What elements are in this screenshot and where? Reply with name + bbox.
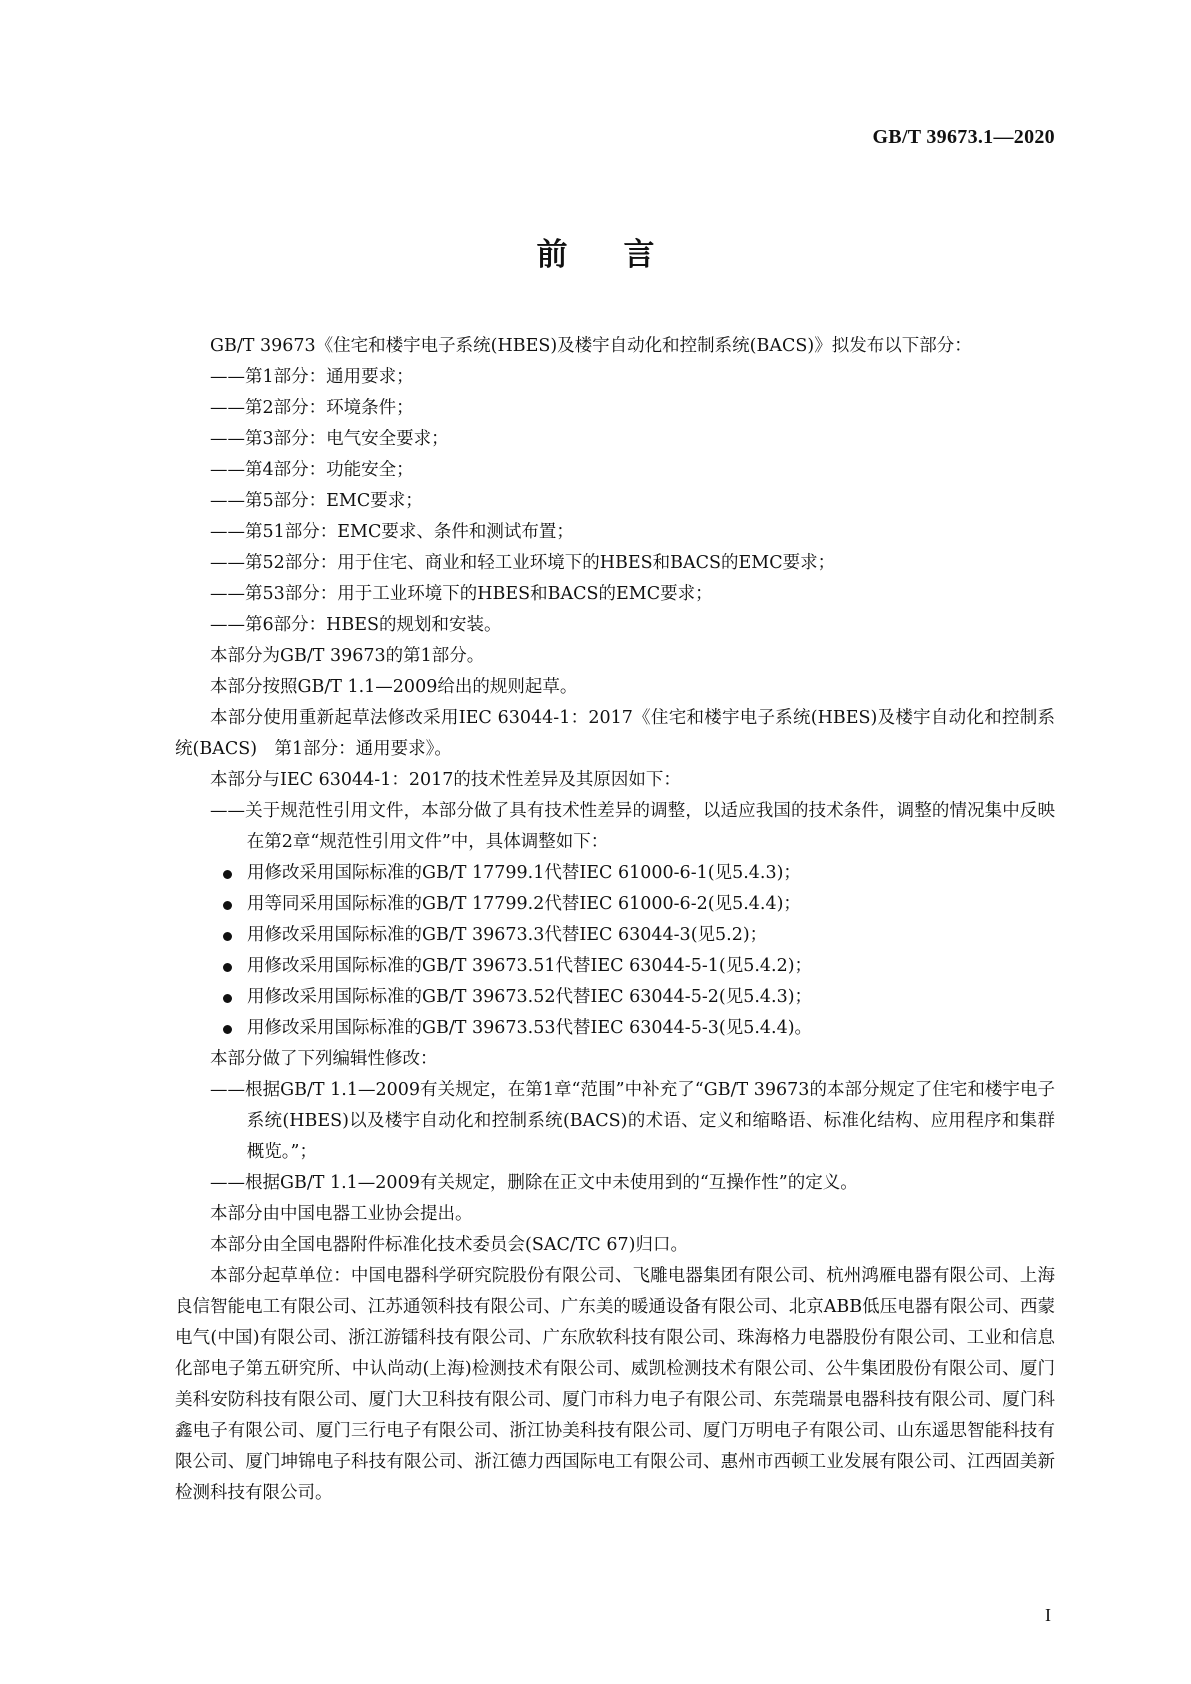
technical-committee-paragraph: 本部分由全国电器附件标准化技术委员会(SAC/TC 67)归口。 (210, 1235, 688, 1255)
bullet-icon (223, 932, 232, 941)
editorial-changes-intro: 本部分做了下列编辑性修改： (210, 1049, 438, 1069)
part-item: ——第3部分：电气安全要求； (210, 429, 449, 449)
bullet-icon (223, 1025, 232, 1034)
drafting-rules-paragraph: 本部分按照GB/T 1.1—2009给出的规则起草。 (210, 677, 578, 697)
bullet-icon (223, 870, 232, 879)
bullet-icon (223, 994, 232, 1003)
bullet-item (175, 889, 1055, 920)
bullet-text: 用修改采用国际标准的GB/T 17799.1代替IEC 61000-6-1(见5.4.3)； (247, 863, 801, 883)
bullet-item (175, 1013, 1055, 1044)
bullet-text: 用修改采用国际标准的GB/T 39673.53代替IEC 63044-5-3(见5.4.4)。 (247, 1018, 813, 1038)
part-item: ——第6部分：HBES的规划和安装。 (210, 615, 502, 635)
bullet-item (175, 951, 1055, 982)
parts-list (175, 362, 1055, 641)
bullet-item (175, 982, 1055, 1013)
standard-code: GB/T 39673.1—2020 (872, 126, 1055, 148)
bullet-text: 用修改采用国际标准的GB/T 39673.51代替IEC 63044-5-1(见5.4.2)； (247, 956, 813, 976)
part-of-paragraph: 本部分为GB/T 39673的第1部分。 (210, 646, 485, 666)
part-item: ——第53部分：用于工业环境下的HBES和BACS的EMC要求； (210, 584, 713, 604)
part-item: ——第51部分：EMC要求、条件和测试布置； (210, 522, 574, 542)
technical-differences-intro: 本部分与IEC 63044-1：2017的技术性差异及其原因如下： (210, 770, 681, 790)
intro-paragraph: GB/T 39673《住宅和楼宇电子系统(HBES)及楼宇自动化和控制系统(BACS)》拟发布以下部分： (210, 336, 972, 356)
part-item: ——第5部分：EMC要求； (210, 491, 423, 511)
bullet-icon (223, 901, 232, 910)
page-number: I (1045, 1605, 1051, 1625)
drafting-units-paragraph: 本部分起草单位：中国电器科学研究院股份有限公司、飞雕电器集团有限公司、杭州鸿雁电器有限公司、上海良信智能电工有限公司、江苏通领科技有限公司、广东美的暖通设备有限公司、北京ABB低压电器有限公司、西蒙电气(中国)有限公司、浙江游镭科技有限公司、广东欣软科技有限公司、珠海格力电器股份有限公司、工业和信息化部电子第五研究所、中认尚动(上海)检测技术有限公司、威凯检测技术有限公司、公牛集团股份有限公司、厦门美科安防科技有限公司、厦门大卫科技有限公司、厦门市科力电子有限公司、东莞瑞景电器科技有限公司、厦门科鑫电子有限公司、厦门三行电子有限公司、浙江协美科技有限公司、厦门万明电子有限公司、山东遥思智能科技有限公司、厦门坤锦电子科技有限公司、浙江德力西国际电工有限公司、惠州市西顿工业发展有限公司、江西固美新检测科技有限公司。 (175, 1266, 1055, 1503)
part-item: ——第1部分：通用要求； (210, 367, 414, 387)
proposed-by-paragraph: 本部分由中国电器工业协会提出。 (210, 1204, 473, 1224)
part-item: ——第52部分：用于住宅、商业和轻工业环境下的HBES和BACS的EMC要求； (210, 553, 836, 573)
bullet-text: 用修改采用国际标准的GB/T 39673.52代替IEC 63044-5-2(见5.4.3)； (247, 987, 813, 1007)
bullet-text: 用等同采用国际标准的GB/T 17799.2代替IEC 61000-6-2(见5.4.4)； (247, 894, 801, 914)
part-item: ——第4部分：功能安全； (210, 460, 414, 480)
adoption-paragraph: 本部分使用重新起草法修改采用IEC 63044-1：2017《住宅和楼宇电子系统(HBES)及楼宇自动化和控制系统(BACS) 第1部分：通用要求》。 (175, 708, 1055, 759)
bullet-item (175, 858, 1055, 889)
replacement-bullet-list (175, 858, 1055, 1044)
page-title: 前言 (536, 237, 711, 273)
bullet-icon (223, 963, 232, 972)
normative-references-item: ——关于规范性引用文件，本部分做了具有技术性差异的调整，以适应我国的技术条件，调整的情况集中反映在第2章“规范性引用文件”中，具体调整如下： (210, 801, 1055, 852)
foreword-body (175, 331, 1055, 1509)
editorial-item: ——根据GB/T 1.1—2009有关规定，删除在正文中未使用到的“互操作性”的定义。 (210, 1173, 858, 1193)
editorial-item: ——根据GB/T 1.1—2009有关规定，在第1章“范围”中补充了“GB/T 39673的本部分规定了住宅和楼宇电子系统(HBES)以及楼宇自动化和控制系统(BACS)的术语、定义和缩略语、标准化结构、应用程序和集群概览。”； (210, 1080, 1055, 1162)
part-item: ——第2部分：环境条件； (210, 398, 414, 418)
bullet-text: 用修改采用国际标准的GB/T 39673.3代替IEC 63044-3(见5.2)； (247, 925, 768, 945)
bullet-item (175, 920, 1055, 951)
